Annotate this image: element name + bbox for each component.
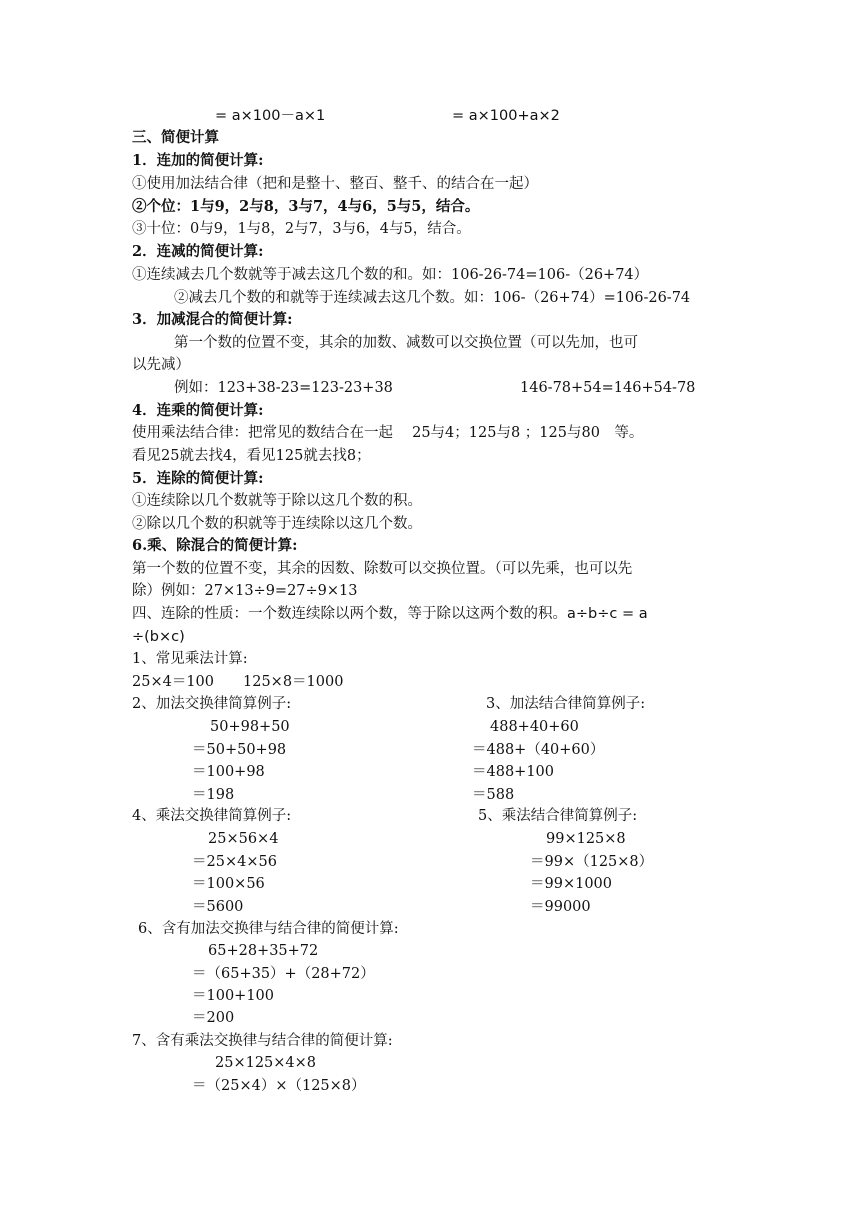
paragraph-line: 使用乘法结合律：把常见的数结合在一起 25与4；125与8 ；125与80 等。 [132, 425, 644, 441]
calc-line: ＝200 [192, 1010, 235, 1026]
calc-line: 488+40+60 [490, 719, 579, 735]
example-heading: 2、加法交换律简算例子: [132, 696, 292, 712]
section4-formula: a÷b÷c = a [567, 606, 648, 622]
calc-line: ＝100+100 [192, 988, 275, 1004]
section4-line [132, 604, 648, 624]
paragraph-line: 以先减） [132, 357, 190, 373]
paragraph-line: 除）例如：27×13÷9=27÷9×13 [132, 583, 358, 599]
calc-line: ＝50+50+98 [192, 742, 287, 758]
paragraph-line: ①连续除以几个数就等于除以这几个数的积。 [132, 493, 422, 509]
calc-line: ＝25×4×56 [192, 854, 277, 870]
example-heading: 4、乘法交换律简算例子: [132, 808, 292, 824]
calc-line: 25×125×4×8 [215, 1055, 317, 1071]
example-line: 25×4＝100 125×8＝1000 [132, 674, 344, 690]
subsection-heading: 6.乘、除混合的简便计算: [132, 537, 298, 554]
calc-line: 99×125×8 [546, 831, 626, 847]
paragraph-line: 第一个数的位置不变，其余的加数、减数可以交换位置（可以先加，也可 [174, 335, 638, 351]
calc-line: ＝100+98 [192, 764, 265, 780]
example-heading: 5、乘法结合律简算例子: [478, 808, 638, 824]
calc-line: ＝488+100 [472, 764, 555, 780]
paragraph-line: ①使用加法结合律（把和是整十、整百、整千、的结合在一起） [132, 176, 538, 192]
example-heading: 6、含有加法交换律与结合律的简便计算: [138, 921, 399, 937]
calc-line: ＝99×1000 [530, 876, 613, 892]
subsection-heading: 1．连加的简便计算: [132, 152, 264, 169]
calc-line: 25×56×4 [208, 831, 279, 847]
paragraph-line: ②个位：1与9，2与8，3与7，4与6，5与5，结合。 [132, 198, 480, 215]
paragraph-line: 第一个数的位置不变，其余的因数、除数可以交换位置。（可以先乘，也可以先 [132, 561, 633, 577]
subsection-heading: 5．连除的简便计算: [132, 470, 264, 487]
calc-line: ＝（25×4）×（125×8） [192, 1078, 366, 1094]
section4-formula-cont: ÷(b×c) [132, 629, 185, 645]
example-left: 例如：123+38-23=123-23+38 [174, 380, 393, 396]
formula-right: = a×100+a×2 [452, 108, 560, 124]
paragraph-line: 看见25就去找4，看见125就去找8； [132, 448, 371, 464]
calc-line: ＝99×（125×8） [530, 854, 654, 870]
calc-line: ＝588 [472, 787, 515, 803]
paragraph-line: ②除以几个数的积就等于连续除以这几个数。 [132, 516, 422, 532]
calc-line: ＝488+（40+60） [472, 742, 605, 758]
calc-line: ＝（65+35）+（28+72） [192, 966, 375, 982]
subsection-heading: 3．加减混合的简便计算: [132, 311, 293, 328]
calc-line: ＝99000 [530, 899, 591, 915]
example-heading: 3、加法结合律简算例子: [486, 696, 646, 712]
paragraph-line: ③十位：0与9，1与8，2与7，3与6，4与5，结合。 [132, 221, 471, 237]
paragraph-line: ②减去几个数的和就等于连续减去这几个数。如：106-（26+74）=106-26-74 [174, 290, 691, 306]
calc-line: ＝100×56 [192, 876, 265, 892]
subsection-heading: 4．连乘的简便计算: [132, 402, 264, 419]
calc-line: 65+28+35+72 [208, 943, 319, 959]
example-heading: 7、含有乘法交换律与结合律的简便计算: [132, 1033, 393, 1049]
subsection-heading: 2．连减的简便计算: [132, 243, 264, 260]
example-heading: 1、常见乘法计算: [132, 651, 248, 667]
calc-line: ＝5600 [192, 899, 244, 915]
section4-text: 四、连除的性质：一个数连续除以两个数，等于除以这两个数的积。 [132, 606, 567, 622]
paragraph-line: ①连续减去几个数就等于减去这几个数的和。如：106-26-74=106-（26+74） [132, 267, 649, 283]
formula-left: = a×100－a×1 [215, 108, 326, 124]
calc-line: ＝198 [192, 787, 235, 803]
section-title: 三、简便计算 [132, 129, 219, 146]
example-right: 146-78+54=146+54-78 [520, 380, 696, 396]
calc-line: 50+98+50 [210, 719, 290, 735]
